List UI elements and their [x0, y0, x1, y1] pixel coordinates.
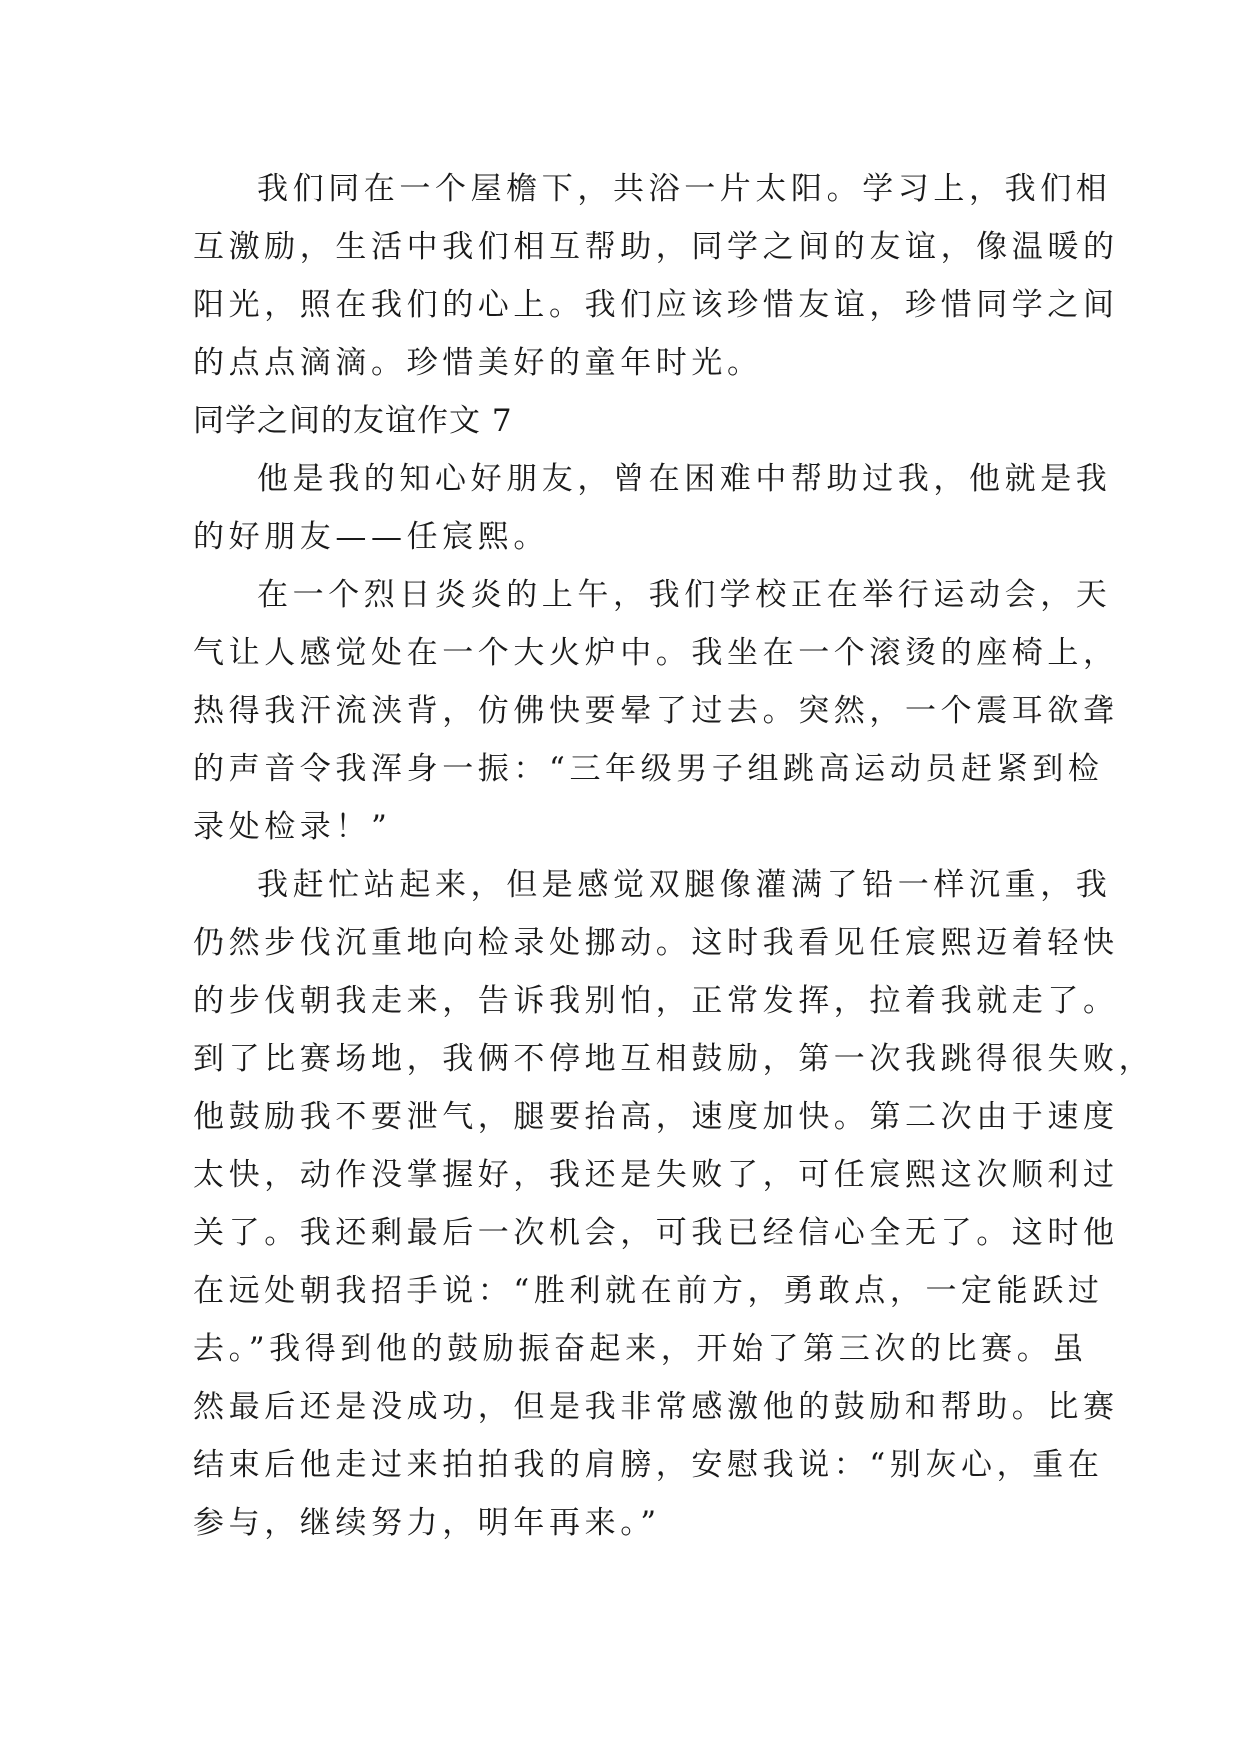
text-line: 去。”我得到他的鼓励振奋起来，开始了第三次的比赛。虽	[193, 1331, 1088, 1367]
text-line: 的好朋友——任宸熙。	[193, 519, 549, 555]
text-line: 在一个烈日炎炎的上午，我们学校正在举行运动会，天	[257, 577, 1112, 613]
text-line: 到了比赛场地，我俩不停地互相鼓励，第一次我跳得很失败，	[193, 1041, 1155, 1077]
paragraph-1	[193, 160, 1119, 392]
text-line: 他鼓励我不要泄气，腿要抬高，速度加快。第二次由于速度	[193, 1099, 1119, 1135]
text-line: 关了。我还剩最后一次机会，可我已经信心全无了。这时他	[193, 1215, 1119, 1251]
text-line: 然最后还是没成功，但是我非常感激他的鼓励和帮助。比赛	[193, 1389, 1119, 1425]
text-line: 在远处朝我招手说：“胜利就在前方，勇敢点，一定能跃过	[193, 1273, 1104, 1309]
text-line: 仍然步伐沉重地向检录处挪动。这时我看见任宸熙迈着轻快	[193, 925, 1119, 961]
text-line: 我们同在一个屋檐下，共浴一片太阳。学习上，我们相	[257, 171, 1112, 207]
text-line: 阳光，照在我们的心上。我们应该珍惜友谊，珍惜同学之间	[193, 287, 1119, 323]
text-line: 参与，继续努力，明年再来。”	[193, 1505, 661, 1541]
text-line: 互激励，生活中我们相互帮助，同学之间的友谊，像温暖的	[193, 229, 1119, 265]
text-line: 的步伐朝我走来，告诉我别怕，正常发挥，拉着我就走了。	[193, 983, 1119, 1019]
document-body	[193, 160, 1155, 1552]
text-line: 录处检录！”	[193, 809, 392, 845]
text-line: 我赶忙站起来，但是感觉双腿像灌满了铅一样沉重，我	[257, 867, 1112, 903]
text-line: 气让人感觉处在一个大火炉中。我坐在一个滚烫的座椅上，	[193, 635, 1119, 671]
text-line: 结束后他走过来拍拍我的肩膀，安慰我说：“别灰心，重在	[193, 1447, 1104, 1483]
text-line: 的点点滴滴。珍惜美好的童年时光。	[193, 345, 763, 381]
text-line: 的声音令我浑身一振：“三年级男子组跳高运动员赶紧到检	[193, 751, 1104, 787]
text-line: 他是我的知心好朋友，曾在困难中帮助过我，他就是我	[257, 461, 1112, 497]
paragraph-4	[193, 856, 1155, 1552]
heading-text: 同学之间的友谊作文 7	[193, 403, 513, 439]
paragraph-3	[193, 566, 1119, 856]
text-line: 太快，动作没掌握好，我还是失败了，可任宸熙这次顺利过	[193, 1157, 1119, 1193]
section-heading	[193, 392, 1073, 450]
text-line: 热得我汗流浃背，仿佛快要晕了过去。突然，一个震耳欲聋	[193, 693, 1119, 729]
paragraph-2	[193, 450, 1112, 566]
